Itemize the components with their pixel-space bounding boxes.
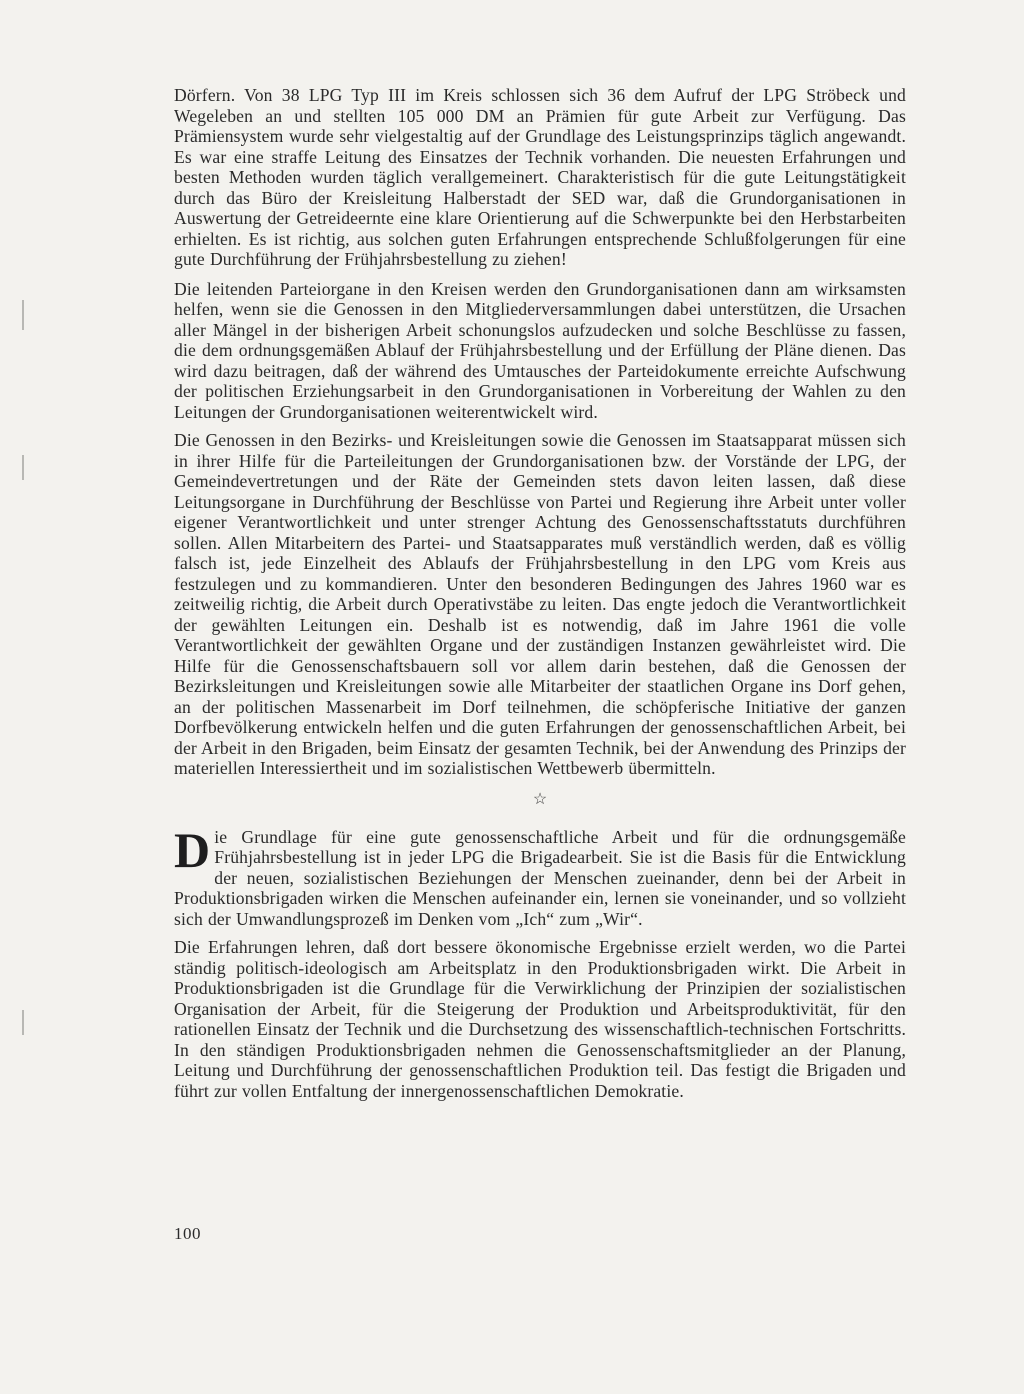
page-body bbox=[174, 85, 906, 1109]
drop-cap-letter: D bbox=[174, 821, 211, 878]
section-separator-star-icon: ☆ bbox=[532, 790, 548, 808]
paragraph-1: Dörfern. Von 38 LPG Typ III im Kreis schlossen sich 36 dem Aufruf der LPG Ströbeck und Wegeleben an und stellten 105 000 DM an Prämien für gute Arbeit zur Verfügung. Das Prämiensystem wurde sehr vielgestaltig auf der Grundlage des Leistungsprinzips täglich angewandt. Es war eine straffe Leitung des Einsatzes der Technik vorhanden. Die neuesten Erfahrungen und besten Methoden wurden täglich verallgemeinert. Charakteristisch für die gute Leitungstätigkeit durch das Büro der Kreisleitung Halberstadt der SED war, daß die Grundorganisationen in Auswertung der Getreideernte eine klare Orientierung auf die Schwerpunkte bei den Herbstarbeiten erhielten. Es ist richtig, aus solchen guten Erfahrungen entsprechende Schlußfolgerungen für eine gute Durchführung der Frühjahrsbestellung zu ziehen! bbox=[174, 85, 906, 269]
scan-edge-mark bbox=[22, 455, 24, 480]
paragraph-2: Die leitenden Parteiorgane in den Kreisen werden den Grundorganisationen dann am wirksamsten helfen, wenn sie die Genossen in den Mitgliederversammlungen dabei unterstützen, die Ursachen aller Mängel in der bisherigen Arbeit schonungslos aufzudecken und solche Beschlüsse zu fassen, die dem ordnungsgemäßen Ablauf der Frühjahrsbestellung und der Erfüllung der Pläne dienen. Das wird dazu beitragen, daß der während des Umtausches der Parteidokumente erreichte Aufschwung der politischen Erziehungsarbeit in den Grundorganisationen in Vorbereitung der Wahlen zu den Leitungen der Grundorganisationen weiterentwickelt wird. bbox=[174, 278, 906, 422]
paragraph-3: Die Genossen in den Bezirks- und Kreisleitungen sowie die Genossen im Staatsapparat müssen sich in ihrer Hilfe für die Parteileitungen der Grundorganisationen bzw. der Vorstände der LPG, der Gemeindevertretungen und der Räte der Gemeinden stets davon leiten lassen, daß diese Leitungsorgane in Durchführung der Beschlüsse von Partei und Regierung ihre Arbeit unter voller eigener Verantwortlichkeit und unter strenger Achtung des Genossenschaftsstatuts durchführen sollen. Allen Mitarbeitern des Partei- und Staatsapparates muß verständlich werden, daß es völlig falsch ist, jede Einzelheit des Ablaufs der Frühjahrsbestellung in den LPG vom Kreis aus festzulegen und zu kommandieren. Unter den besonderen Bedingungen des Jahres 1960 war es zeitweilig richtig, die Arbeit durch Operativstäbe zu leiten. Das engte jedoch die Verantwortlichkeit der gewählten Leitungen ein. Deshalb ist es notwendig, daß im Jahre 1961 die volle Verantwortlichkeit der gewählten Organe und der zuständigen Instanzen gewährleistet wird. Die Hilfe für die Genossenschaftsbauern soll vor allem darin bestehen, daß die Genossen der Bezirksleitungen und Kreisleitungen sowie alle Mitarbeiter der staatlichen Organe ins Dorf gehen, an der politischen Massenarbeit im Dorf teilnehmen, die schöpferische Initiative der ganzen Dorfbevölkerung entwickeln helfen und die guten Erfahrungen der genossenschaftlichen Arbeit, bei der Arbeit in den Brigaden, beim Einsatz der gesamten Technik, bei der Anwendung des Prinzips der materiellen Interessiertheit und im sozialistischen Wettbewerb übermitteln. bbox=[174, 430, 906, 778]
section-2-paragraph-2: Die Erfahrungen lehren, daß dort bessere ökonomische Ergebnisse erzielt werden, wo die Partei ständig politisch-ideologisch am Arbeitsplatz in den Produktionsbrigaden wirkt. Die Arbeit in Produktionsbrigaden ist die Grundlage für die Verwirklichung der Prinzipien der sozialistischen Organisation der Arbeit, für die Steigerung der Produktion und Arbeitsproduktivität, für den rationellen Einsatz der Technik und die Durchsetzung des wissenschaftlich-technischen Fortschritts. In den ständigen Produktionsbrigaden nehmen die Genossenschaftsmitglieder an der Planung, Leitung und Durchführung der genossenschaftlichen Produktion teil. Das festigt die Brigaden und führt zur vollen Entfaltung der innergenossenschaftlichen Demokratie. bbox=[174, 937, 906, 1101]
page-number: 100 bbox=[174, 1224, 201, 1243]
scan-edge-mark bbox=[22, 300, 24, 330]
section-2-paragraph-1-text: ie Grundlage für eine gute genossenschaftliche Arbeit und für die ordnungsgemäße Frühjahrsbestellung ist in jeder LPG die Brigadearbeit. Sie ist die Basis für die Entwicklung der neuen, sozialistischen Beziehungen der Menschen zueinander, denn bei der Arbeit in Produktionsbrigaden wirken die Menschen aufeinander ein, lernen sie voneinander, und so vollzieht sich der Umwandlungsprozeß im Denken vom „Ich“ zum „Wir“. bbox=[174, 826, 906, 929]
section-2-paragraph-1 bbox=[174, 821, 906, 930]
scan-edge-mark bbox=[22, 1010, 24, 1035]
